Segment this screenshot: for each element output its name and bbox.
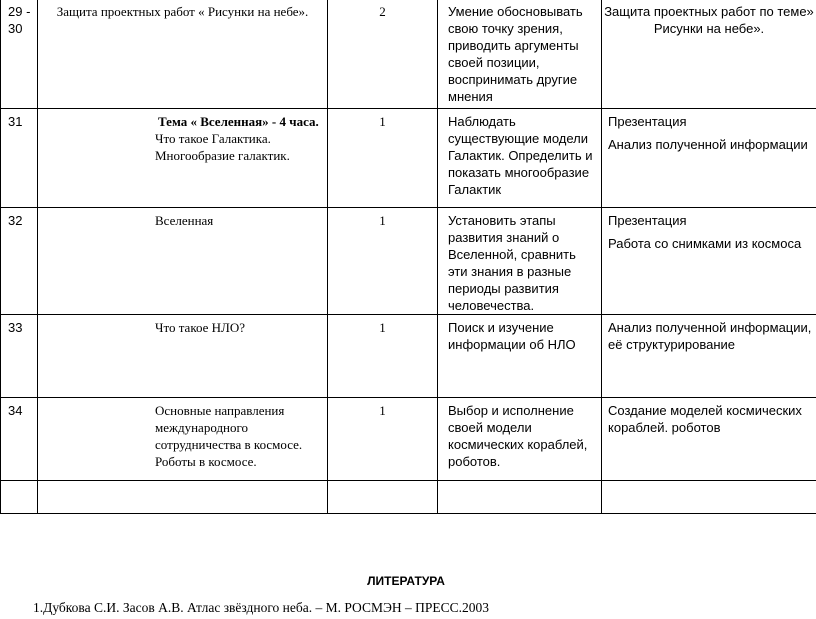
lesson-result-cell — [602, 208, 816, 315]
lesson-topic-cell — [38, 315, 328, 398]
lesson-hours-cell — [328, 398, 438, 481]
lesson-result: Защита проектных работ по теме» Рисунки на небе». — [604, 4, 814, 36]
lesson-number: 34 — [8, 403, 23, 418]
empty-cell — [328, 481, 438, 514]
lesson-number-cell — [1, 0, 38, 109]
lesson-topic: Основные направления международного сотрудничества в космосе. Роботы в космосе. — [155, 403, 303, 469]
lesson-hours: 1 — [379, 213, 386, 228]
lesson-result: Создание моделей космических кораблей. роботов — [608, 403, 802, 435]
table-row — [1, 398, 816, 481]
empty-cell — [38, 481, 328, 514]
lesson-topic: Вселенная — [155, 213, 214, 228]
lesson-result-secondary: Анализ полученной информации — [608, 137, 808, 152]
lesson-activity: Наблюдать существующие модели Галактик. Определить и показать многообразие Галактик — [448, 114, 593, 197]
empty-cell — [1, 481, 38, 514]
lesson-activity-cell — [438, 315, 602, 398]
lesson-hours: 1 — [379, 403, 386, 418]
lesson-number-cell — [1, 398, 38, 481]
lesson-hours-cell — [328, 109, 438, 208]
lesson-activity: Выбор и исполнение своей модели космических кораблей, роботов. — [448, 403, 588, 469]
lesson-activity-cell — [438, 109, 602, 208]
lesson-number: 29 - 30 — [8, 4, 31, 36]
lesson-activity: Установить этапы развития знаний о Вселенной, сравнить эти знания в разные периоды развития человечества. — [448, 213, 576, 313]
literature-item: 1.Дубкова С.И. Засов А.В. Атлас звёздного неба. – М. РОСМЭН – ПРЕСС.2003 — [33, 600, 490, 615]
lesson-result-cell — [602, 398, 816, 481]
lesson-hours: 2 — [379, 4, 386, 19]
lesson-hours: 1 — [379, 320, 386, 335]
lesson-topic-cell — [38, 0, 328, 109]
lesson-number: 31 — [8, 114, 23, 129]
lesson-number-cell — [1, 109, 38, 208]
lesson-hours-cell — [328, 0, 438, 109]
lesson-result-cell — [602, 315, 816, 398]
lesson-topic-cell — [38, 398, 328, 481]
lesson-hours: 1 — [379, 114, 386, 129]
lesson-result: Презентация — [608, 114, 687, 129]
lesson-topic: Защита проектных работ « Рисунки на небе». — [56, 4, 309, 19]
lesson-activity: Поиск и изучение информации об НЛО — [448, 320, 576, 352]
empty-cell — [602, 481, 816, 514]
lesson-number: 32 — [8, 213, 23, 228]
lesson-activity-cell — [438, 0, 602, 109]
lesson-result-cell — [602, 109, 816, 208]
lesson-hours-cell — [328, 208, 438, 315]
lesson-number-cell — [1, 315, 38, 398]
lesson-hours-cell — [328, 315, 438, 398]
table-row — [1, 109, 816, 208]
lesson-result: Анализ полученной информации, её структурирование — [608, 320, 812, 352]
table-row — [1, 315, 816, 398]
lesson-result-secondary: Работа со снимками из космоса — [608, 236, 802, 251]
lesson-result: Презентация — [608, 213, 687, 228]
lesson-topic-cell — [38, 208, 328, 315]
table-row-empty — [1, 481, 816, 514]
lesson-activity-cell — [438, 208, 602, 315]
lesson-topic: Что такое Галактика. Многообразие галактик. — [155, 131, 290, 163]
lesson-topic: Что такое НЛО? — [155, 320, 246, 335]
table-row — [1, 0, 816, 109]
lesson-topic-cell — [38, 109, 328, 208]
table-row — [1, 208, 816, 315]
lesson-number: 33 — [8, 320, 23, 335]
lesson-result-cell — [602, 0, 816, 109]
lesson-number-cell — [1, 208, 38, 315]
empty-cell — [438, 481, 602, 514]
section-heading: Тема « Вселенная» - 4 часа. — [158, 114, 319, 129]
lesson-activity-cell — [438, 398, 602, 481]
literature-heading: ЛИТЕРАТУРА — [367, 574, 445, 588]
lesson-activity: Умение обосновывать свою точку зрения, приводить аргументы своей позиции, воспринимать другие мнения — [448, 4, 583, 104]
